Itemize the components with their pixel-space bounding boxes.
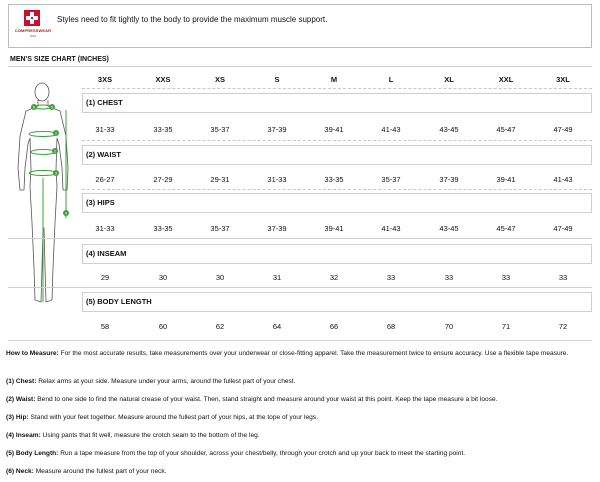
body-length-value: 70	[444, 322, 454, 331]
chest-value: 43-45	[439, 125, 459, 134]
body-length-value: 60	[158, 322, 168, 331]
waist-value: 35-37	[381, 175, 401, 184]
hips-value: 41-43	[381, 224, 401, 233]
row-divider	[82, 140, 592, 141]
row-divider	[8, 287, 592, 288]
tagline: Styles need to fit tightly to the body to provide the maximum muscle support.	[57, 15, 328, 24]
cross-logo-icon	[24, 10, 40, 26]
svg-text:4: 4	[64, 210, 68, 216]
waist-value: 27-29	[153, 175, 173, 184]
chest-value: 35-37	[210, 125, 230, 134]
row-divider	[82, 189, 592, 190]
how-to-item-label: (3) Hip:	[6, 414, 29, 421]
hips-value: 37-39	[267, 224, 287, 233]
how-to-item-text: Relax arms at your side. Measure under your arms, around the fullest part of your chest.	[36, 378, 296, 385]
hips-value: 43-45	[439, 224, 459, 233]
how-to-text: For the most accurate results, take measurements over your underwear or close-fitting apparel. Take the measurement twice to ensure accuracy. Use a flexible tape measure.	[58, 350, 569, 357]
how-to-chest	[6, 377, 594, 386]
chest-value: 41-43	[381, 125, 401, 134]
hips-value: 45-47	[496, 224, 516, 233]
svg-text:1: 1	[54, 130, 58, 136]
chest-value: 45-47	[496, 125, 516, 134]
brand-logo	[13, 8, 53, 46]
how-to-waist	[6, 395, 594, 404]
waist-value: 41-43	[553, 175, 573, 184]
waist-value: 31-33	[267, 175, 287, 184]
svg-text:2: 2	[53, 148, 57, 154]
how-to-item-label: (4) Inseam:	[6, 432, 41, 439]
size-l: L	[388, 75, 394, 84]
row-divider	[8, 238, 592, 239]
section-inseam-label: (4) INSEAM	[82, 244, 592, 264]
how-to-item-text: Measure around the fullest part of your neck.	[33, 468, 167, 475]
chest-value: 37-39	[267, 125, 287, 134]
hips-value: 35-37	[210, 224, 230, 233]
hips-value: 33-35	[153, 224, 173, 233]
how-to-item-text: Run a tape measure from the top of your shoulder, across your chest/belly, through your crotch and up your back to meet the starting point.	[58, 450, 466, 457]
header-divider	[82, 88, 592, 89]
chest-value: 33-35	[153, 125, 173, 134]
how-to-item-text: Bend to one side to find the natural crease of your waist. Then, stand straight and measure around your waist at this point. Keep the tape measure a bit loose.	[35, 396, 498, 403]
how-to-body-length	[6, 449, 594, 458]
waist-value: 37-39	[439, 175, 459, 184]
body-length-value: 64	[272, 322, 282, 331]
how-to-item-label: (2) Waist:	[6, 396, 36, 403]
svg-text:3: 3	[54, 170, 58, 176]
how-to-intro	[6, 349, 594, 358]
table-bottom-border	[8, 340, 592, 341]
body-length-value: 71	[501, 322, 511, 331]
how-to-item-text: Using pants that fit well, measure the crotch seam to the bottom of the leg.	[40, 432, 260, 439]
section-hips-label: (3) HIPS	[82, 193, 592, 213]
body-length-value: 68	[386, 322, 396, 331]
inseam-value: 32	[329, 273, 339, 282]
chest-value: 39-41	[324, 125, 344, 134]
inseam-value: 29	[100, 273, 110, 282]
inseam-value: 31	[272, 273, 282, 282]
how-to-item-label: (6) Neck:	[6, 468, 34, 475]
chart-title: MEN'S SIZE CHART (INCHES)	[10, 56, 109, 63]
size-xxs: XXS	[155, 75, 171, 84]
body-length-value: 66	[329, 322, 339, 331]
how-to-inseam	[6, 431, 594, 440]
chest-value: 31-33	[95, 125, 115, 134]
inseam-value: 33	[386, 273, 396, 282]
svg-text:6: 6	[32, 104, 36, 110]
header-box	[8, 4, 592, 48]
hips-value: 39-41	[324, 224, 344, 233]
hips-value: 31-33	[95, 224, 115, 233]
waist-value: 29-31	[210, 175, 230, 184]
inseam-value: 30	[215, 273, 225, 282]
brand-sub: USA	[29, 34, 37, 38]
size-s: S	[274, 75, 280, 84]
how-to-item-text: Stand with your feet together. Measure around the fullest part of your hips, at the tope of your legs.	[28, 414, 318, 421]
body-silhouette-icon	[8, 78, 78, 328]
how-to-label: How to Measure:	[6, 350, 59, 357]
svg-text:5: 5	[50, 104, 54, 110]
inseam-value: 30	[158, 273, 168, 282]
chest-value: 47-49	[553, 125, 573, 134]
section-waist-label: (2) WAIST	[82, 145, 592, 165]
waist-value: 26-27	[95, 175, 115, 184]
hips-value: 47-49	[553, 224, 573, 233]
size-3xs: 3XS	[97, 75, 113, 84]
size-m: M	[330, 75, 338, 84]
title-divider	[8, 66, 592, 67]
how-to-item-label: (1) Chest:	[6, 378, 37, 385]
body-length-value: 58	[100, 322, 110, 331]
brand-name: COMPRESSWEAR	[14, 28, 52, 33]
size-xxl: XXL	[498, 75, 514, 84]
how-to-hip	[6, 413, 594, 422]
how-to-neck	[6, 467, 594, 476]
section-body-length-label: (5) BODY LENGTH	[82, 292, 592, 312]
waist-value: 39-41	[496, 175, 516, 184]
how-to-item-label: (5) Body Length:	[6, 450, 59, 457]
inseam-value: 33	[444, 273, 454, 282]
size-xs: XS	[214, 75, 225, 84]
inseam-value: 33	[558, 273, 568, 282]
section-chest-label: (1) CHEST	[82, 93, 592, 113]
waist-value: 33-35	[324, 175, 344, 184]
size-3xl: 3XL	[556, 75, 570, 84]
body-length-value: 72	[558, 322, 568, 331]
inseam-value: 33	[501, 273, 511, 282]
size-xl: XL	[444, 75, 454, 84]
body-length-value: 62	[215, 322, 225, 331]
